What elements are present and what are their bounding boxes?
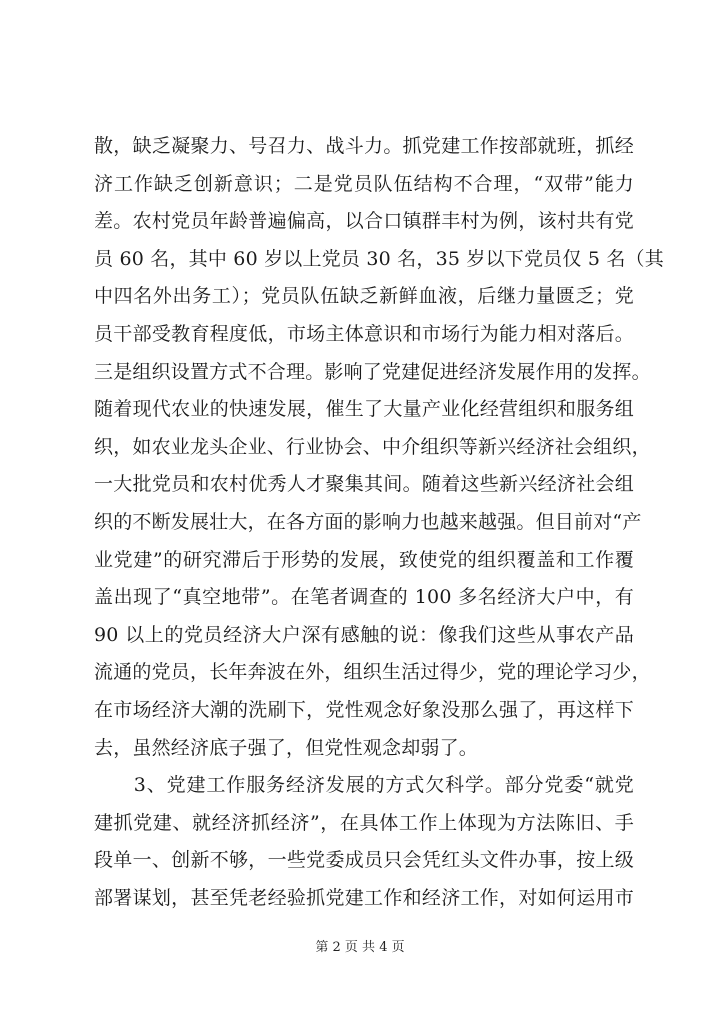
text-line: 随着现代农业的快速发展，催生了大量产业化经营组织和服务组 (94, 398, 634, 421)
text-line: 盖出现了“真空地带”。在笔者调查的 100 多名经济大户中，有 (94, 586, 634, 609)
text-line: 3、党建工作服务经济发展的方式欠科学。部分党委“就党 (94, 774, 634, 797)
text-line: 一大批党员和农村优秀人才聚集其间。随着这些新兴经济社会组 (94, 473, 634, 496)
text-line: 部署谋划，甚至凭老经验抓党建工作和经济工作，对如何运用市 (94, 886, 634, 909)
page-number-footer: 第 2 页 共 4 页 (315, 940, 405, 955)
text-line: 济工作缺乏创新意识；二是党员队伍结构不合理，“双带”能力 (94, 172, 634, 195)
body-text (94, 128, 664, 917)
text-line: 三是组织设置方式不合理。影响了党建促进经济发展作用的发挥。 (94, 360, 651, 383)
text-line: 段单一、创新不够，一些党委成员只会凭红头文件办事，按上级 (94, 849, 634, 872)
text-line: 差。农村党员年龄普遍偏高，以合口镇群丰村为例，该村共有党 (94, 210, 634, 233)
text-line: 流通的党员，长年奔波在外，组织生活过得少，党的理论学习少， (94, 661, 651, 684)
text-line: 中四名外出务工）；党员队伍缺乏新鲜血液，后继力量匮乏；党 (94, 285, 634, 308)
text-line: 散，缺乏凝聚力、号召力、战斗力。抓党建工作按部就班，抓经 (94, 135, 634, 157)
text-line: 织的不断发展壮大，在各方面的影响力也越来越强。但目前对“产 (94, 510, 642, 533)
text-line: 建抓党建、就经济抓经济”，在具体工作上体现为方法陈旧、手 (94, 811, 634, 834)
text-line: 员 60 名，其中 60 岁以上党员 30 名，35 岁以下党员仅 5 名（其 (94, 247, 664, 270)
text-line: 织，如农业龙头企业、行业协会、中介组织等新兴经济社会组织， (94, 435, 651, 458)
text-line: 90 以上的党员经济大户深有感触的说：像我们这些从事农产品 (94, 623, 634, 646)
text-line: 员干部受教育程度低，市场主体意识和市场行为能力相对落后。 (94, 322, 634, 345)
text-line: 业党建”的研究滞后于形势的发展，致使党的组织覆盖和工作覆 (94, 548, 634, 571)
text-line: 去，虽然经济底子强了，但党性观念却弱了。 (94, 736, 479, 759)
text-line: 在市场经济大潮的洗刷下，党性观念好象没那么强了，再这样下 (94, 698, 634, 721)
